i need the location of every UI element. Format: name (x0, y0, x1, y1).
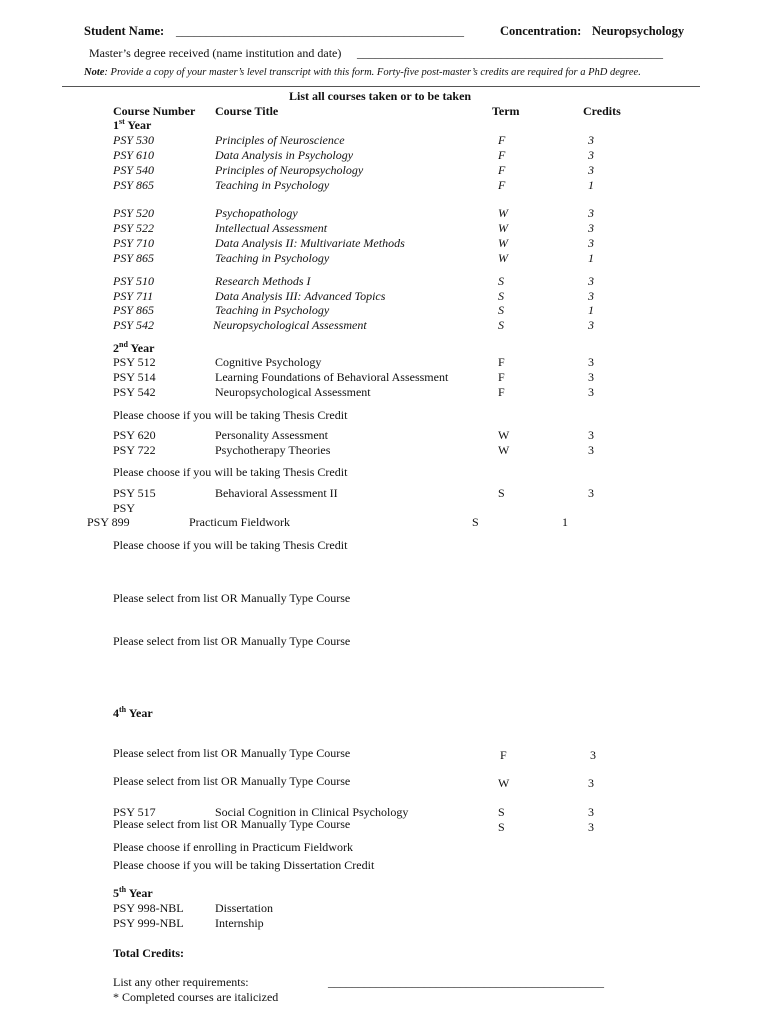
course-credits: 1 (588, 303, 594, 317)
year-4-number: 4 (113, 706, 119, 720)
course-term: W (498, 251, 508, 265)
course-number: PSY 620 (113, 428, 156, 442)
course-number: PSY 710 (113, 236, 155, 250)
course-credits: 3 (588, 370, 594, 384)
year-5-suffix: th (119, 885, 127, 894)
year-2-suffix: nd (119, 340, 128, 349)
course-number: PSY 512 (113, 355, 156, 369)
course-credits: 3 (588, 428, 594, 442)
course-title: Psychotherapy Theories (215, 443, 331, 457)
course-credits: 3 (588, 776, 594, 790)
year-5-word: Year (128, 886, 153, 900)
course-select-dropdown[interactable]: Please select from list OR Manually Type Course (113, 634, 351, 648)
course-number: PSY 711 (113, 289, 154, 303)
course-term: S (472, 515, 479, 529)
course-credits: 3 (588, 443, 594, 457)
course-credits: 3 (588, 133, 594, 147)
course-select-dropdown[interactable]: Please select from list OR Manually Type Course (113, 591, 351, 605)
concentration-value: Neuropsychology (592, 24, 685, 38)
column-header-course-title: Course Title (215, 104, 279, 118)
student-name-field[interactable]: ________________________________________________ (176, 24, 464, 38)
year-1-word: Year (127, 118, 152, 132)
course-term: S (498, 303, 504, 317)
course-title: Personality Assessment (215, 428, 328, 442)
year-4-word: Year (128, 706, 153, 720)
course-credits: 3 (588, 221, 594, 235)
other-requirements-field[interactable]: ______________________________________________ (328, 975, 604, 989)
course-credits: 3 (588, 163, 594, 177)
course-number: PSY 515 (113, 486, 156, 500)
course-term: S (498, 486, 505, 500)
year-2-word: Year (130, 341, 155, 355)
course-title: Neuropsychological Assessment (215, 385, 371, 399)
course-credits: 1 (588, 251, 594, 265)
course-term: W (498, 206, 508, 220)
course-title: Internship (215, 916, 264, 930)
course-number: PSY 540 (113, 163, 155, 177)
concentration-label: Concentration: (500, 24, 582, 38)
header-divider (62, 86, 700, 87)
course-credits: 3 (588, 274, 594, 288)
total-credits-label: Total Credits: (113, 946, 185, 960)
course-title: Dissertation (215, 901, 273, 915)
course-title: Intellectual Assessment (215, 221, 328, 235)
table-caption: List all courses taken or to be taken (289, 89, 472, 103)
course-title: Principles of Neuroscience (215, 133, 345, 147)
thesis-credit-dropdown[interactable]: Please choose if you will be taking Thesis Credit (113, 465, 348, 479)
course-term: S (498, 318, 504, 332)
course-number: PSY 514 (113, 370, 156, 384)
course-number: PSY 510 (113, 274, 155, 288)
course-number: PSY 865 (113, 178, 155, 192)
course-select-dropdown[interactable]: Please select from list OR Manually Type Course (113, 817, 351, 831)
dissertation-credit-dropdown[interactable]: Please choose if you will be taking Dissertation Credit (113, 858, 375, 872)
course-term: F (500, 748, 507, 762)
course-title: Teaching in Psychology (215, 178, 330, 192)
completed-courses-note: * Completed courses are italicized (113, 990, 279, 1004)
course-number: PSY 998-NBL (113, 901, 184, 915)
note-text: : Provide a copy of your master’s level transcript with this form. Forty-five post-master’s credits are required for a PhD degree. (104, 67, 641, 78)
course-term: F (498, 148, 506, 162)
course-term: S (498, 289, 504, 303)
course-title: Practicum Fieldwork (189, 515, 290, 529)
course-number: PSY 865 (113, 251, 155, 265)
course-title: Principles of Neuropsychology (215, 163, 364, 177)
course-term: S (498, 820, 505, 834)
course-term: S (498, 274, 504, 288)
course-title: Psychopathology (215, 206, 298, 220)
course-credits: 1 (588, 178, 594, 192)
course-credits: 3 (588, 355, 594, 369)
course-number: PSY 610 (113, 148, 155, 162)
course-title: Cognitive Psychology (215, 355, 322, 369)
masters-degree-label: Master’s degree received (name institution and date) (89, 46, 342, 60)
course-title: Data Analysis III: Advanced Topics (215, 289, 386, 303)
course-term: W (498, 221, 508, 235)
course-credits: 1 (562, 515, 568, 529)
course-term: F (498, 385, 505, 399)
course-term: F (498, 133, 506, 147)
course-term: W (498, 236, 508, 250)
course-title: Behavioral Assessment II (215, 486, 338, 500)
course-credits: 3 (588, 385, 594, 399)
course-term: W (498, 443, 510, 457)
year-1-number: 1 (113, 118, 119, 132)
course-term: W (498, 776, 510, 790)
course-credits: 3 (588, 318, 594, 332)
course-credits: 3 (588, 289, 594, 303)
course-number: PSY 530 (113, 133, 155, 147)
course-select-dropdown[interactable]: Please select from list OR Manually Type Course (113, 774, 351, 788)
year-4-suffix: th (119, 705, 127, 714)
column-header-credits: Credits (583, 104, 621, 118)
practicum-dropdown[interactable]: Please choose if enrolling in Practicum Fieldwork (113, 840, 353, 854)
course-credits: 3 (588, 206, 594, 220)
year-5-number: 5 (113, 886, 119, 900)
course-credits: 3 (588, 486, 594, 500)
course-term: S (498, 805, 505, 819)
course-number: PSY 522 (113, 221, 155, 235)
course-term: F (498, 178, 506, 192)
note-label: Note (84, 67, 105, 78)
course-number: PSY 542 (113, 318, 155, 332)
course-number: PSY 542 (113, 385, 156, 399)
course-credits: 3 (588, 805, 594, 819)
course-credits: 3 (588, 148, 594, 162)
thesis-credit-dropdown[interactable]: Please choose if you will be taking Thesis Credit (113, 538, 348, 552)
year-2-heading (113, 341, 154, 355)
course-number: PSY 520 (113, 206, 155, 220)
course-number: PSY 722 (113, 443, 156, 457)
course-title: Data Analysis II: Multivariate Methods (215, 236, 405, 250)
course-number: PSY 517 (113, 805, 156, 819)
course-term: F (498, 163, 506, 177)
course-credits: 3 (590, 748, 596, 762)
course-title: Social Cognition in Clinical Psychology (215, 805, 409, 819)
year-4-heading (113, 706, 153, 720)
other-requirements-label: List any other requirements: (113, 975, 249, 989)
column-header-term: Term (492, 104, 520, 118)
course-number: PSY 899 (87, 515, 130, 529)
column-header-course-number: Course Number (113, 104, 196, 118)
transcript-note (84, 66, 641, 80)
course-title: Neuropsychological Assessment (213, 318, 367, 332)
course-number-blank[interactable]: PSY (113, 501, 136, 515)
thesis-credit-dropdown[interactable]: Please choose if you will be taking Thesis Credit (113, 408, 348, 422)
year-5-heading (113, 886, 153, 900)
course-term: F (498, 355, 505, 369)
course-title: Teaching in Psychology (215, 303, 330, 317)
course-term: W (498, 428, 510, 442)
course-number: PSY 999-NBL (113, 916, 184, 930)
year-1-heading (113, 118, 151, 132)
course-title: Research Methods I (215, 274, 311, 288)
course-title: Learning Foundations of Behavioral Assessment (215, 370, 449, 384)
year-2-number: 2 (113, 341, 119, 355)
course-term: F (498, 370, 505, 384)
course-credits: 3 (588, 236, 594, 250)
masters-degree-field[interactable]: ___________________________________________________ (357, 46, 663, 60)
student-name-label: Student Name: (84, 24, 165, 38)
course-title: Data Analysis in Psychology (215, 148, 354, 162)
course-number: PSY 865 (113, 303, 155, 317)
course-credits: 3 (588, 820, 594, 834)
course-select-dropdown[interactable]: Please select from list OR Manually Type Course (113, 746, 351, 760)
course-title: Teaching in Psychology (215, 251, 330, 265)
year-1-suffix: st (119, 117, 125, 126)
